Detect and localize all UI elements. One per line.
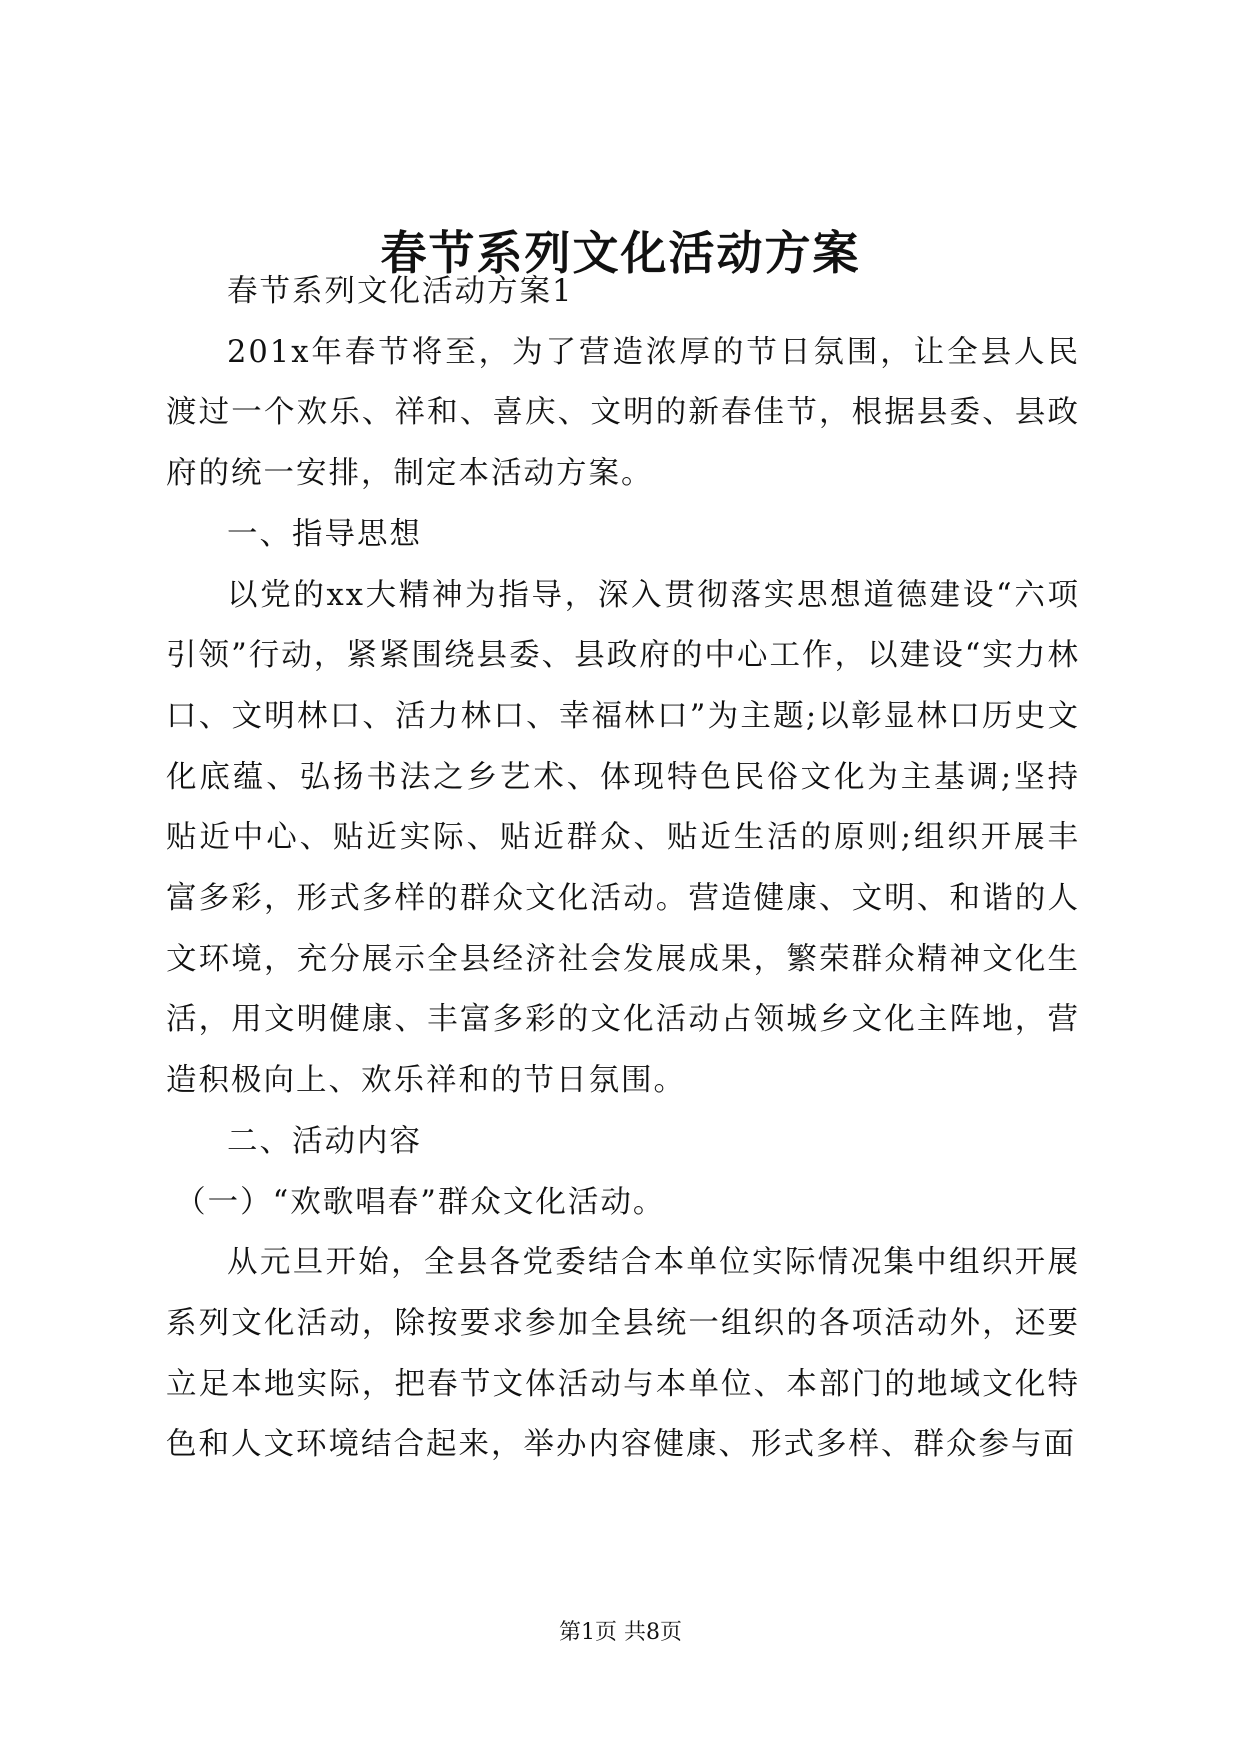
section-heading-guiding-ideology: 一、指导思想 xyxy=(227,516,422,552)
section-heading-plan-1: 春节系列文化活动方案1 xyxy=(227,274,574,309)
document-title: 春节系列文化活动方案 xyxy=(380,226,861,280)
paragraph-activity-1: 从元旦开始，全县各党委结合本单位实际情况集中组织开展系列文化活动，除按要求参加全县统一组织的各项活动外，还要立足本地实际，把春节文体活动与本单位、本部门的地域文化特色和人文环境结合起来，举办内容健康、形式多样、群众参与面 xyxy=(166,1245,1080,1463)
page-number-footer: 第1页 共8页 xyxy=(559,1620,682,1645)
section-heading-activity-content: 二、活动内容 xyxy=(227,1123,422,1159)
document-body xyxy=(166,262,1080,1476)
paragraph-intro: 201x年春节将至，为了营造浓厚的节日氛围，让全县人民渡过一个欢乐、祥和、喜庆、文明的新春佳节，根据县委、县政府的统一安排，制定本活动方案。 xyxy=(166,334,1080,492)
subsection-heading-1: （一）“欢歌唱春”群众文化活动。 xyxy=(175,1184,666,1220)
paragraph-guiding-ideology: 以党的xx大精神为指导，深入贯彻落实思想道德建设“六项引领”行动，紧紧围绕县委、县政府的中心工作，以建设“实力林口、文明林口、活力林口、幸福林口”为主题;以彰显林口历史文化底蕴、弘扬书法之乡艺术、体现特色民俗文化为主基调;坚持贴近中心、贴近实际、贴近群众、贴近生活的原则;组织开展丰富多彩，形式多样的群众文化活动。营造健康、文明、和谐的人文环境，充分展示全县经济社会发展成果，繁荣群众精神文化生活，用文明健康、丰富多彩的文化活动占领城乡文化主阵地，营造积极向上、欢乐祥和的节日氛围。 xyxy=(166,577,1080,1099)
